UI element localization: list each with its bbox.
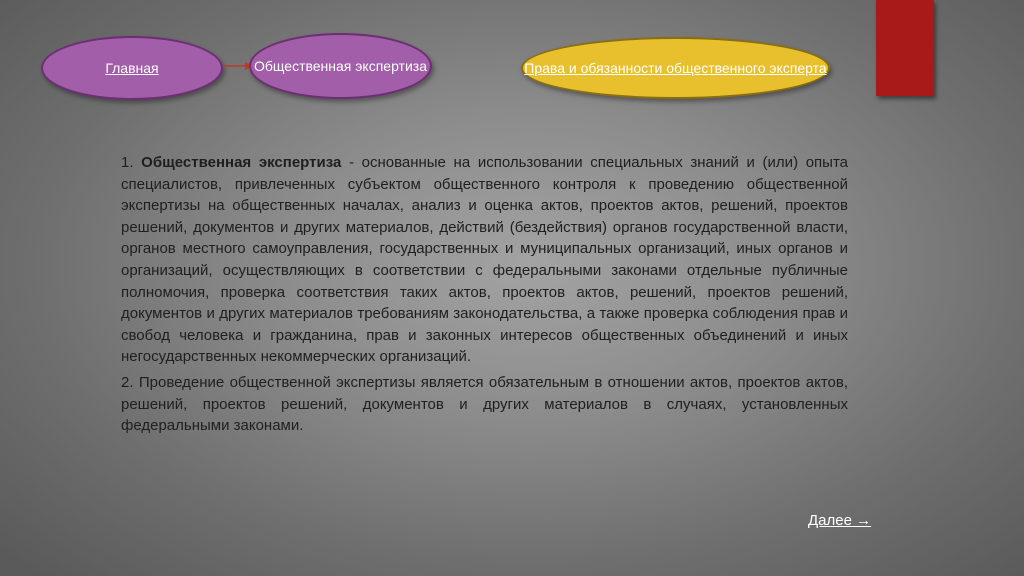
red-corner-tab: [876, 0, 934, 96]
paragraph-1-number: 1.: [121, 154, 134, 171]
paragraph-1-text: - основанные на использовании специальных знаний и (или) опыта специалистов, привлеченных субъектом общественного контроля к проведению общественной экспертизы на общественных началах, анализ и оценка актов, проектов актов, решений, проектов решений, документов и других материалов, действий (бездействия) органов государственной власти, органов местного самоуправления, государственных и муниципальных организаций, иных органов и организаций, осуществляющих в соответствии с федеральными законами отдельные публичные полномочия, проверка соответствия таких актов, проектов актов, решений, проектов решений, документов и других материалов требованиям законодательства, а также проверка соблюдения прав и свобод человека и гражданина, прав и законных интересов общественных объединений и иных негосударственных некоммерческих организаций.: [121, 154, 848, 366]
paragraph-1: [121, 152, 848, 368]
home-button[interactable]: [41, 36, 223, 100]
main-text: [121, 152, 848, 441]
next-link[interactable]: Далее →: [808, 512, 872, 529]
rights-link-button[interactable]: [521, 37, 830, 99]
paragraph-2: 2. Проведение общественной экспертизы является обязательным в отношении актов, проектов актов, решений, проектов решений, документов и других материалов в случаях, установленных федеральными законами.: [121, 373, 848, 435]
rights-link-label: Права и обязанности общественного эксперта: [524, 60, 827, 76]
current-section-oval: [249, 33, 432, 99]
current-section-label: Общественная экспертиза: [254, 58, 427, 74]
paragraph-1-term: Общественная экспертиза: [141, 154, 342, 171]
home-button-label: Главная: [105, 60, 159, 76]
